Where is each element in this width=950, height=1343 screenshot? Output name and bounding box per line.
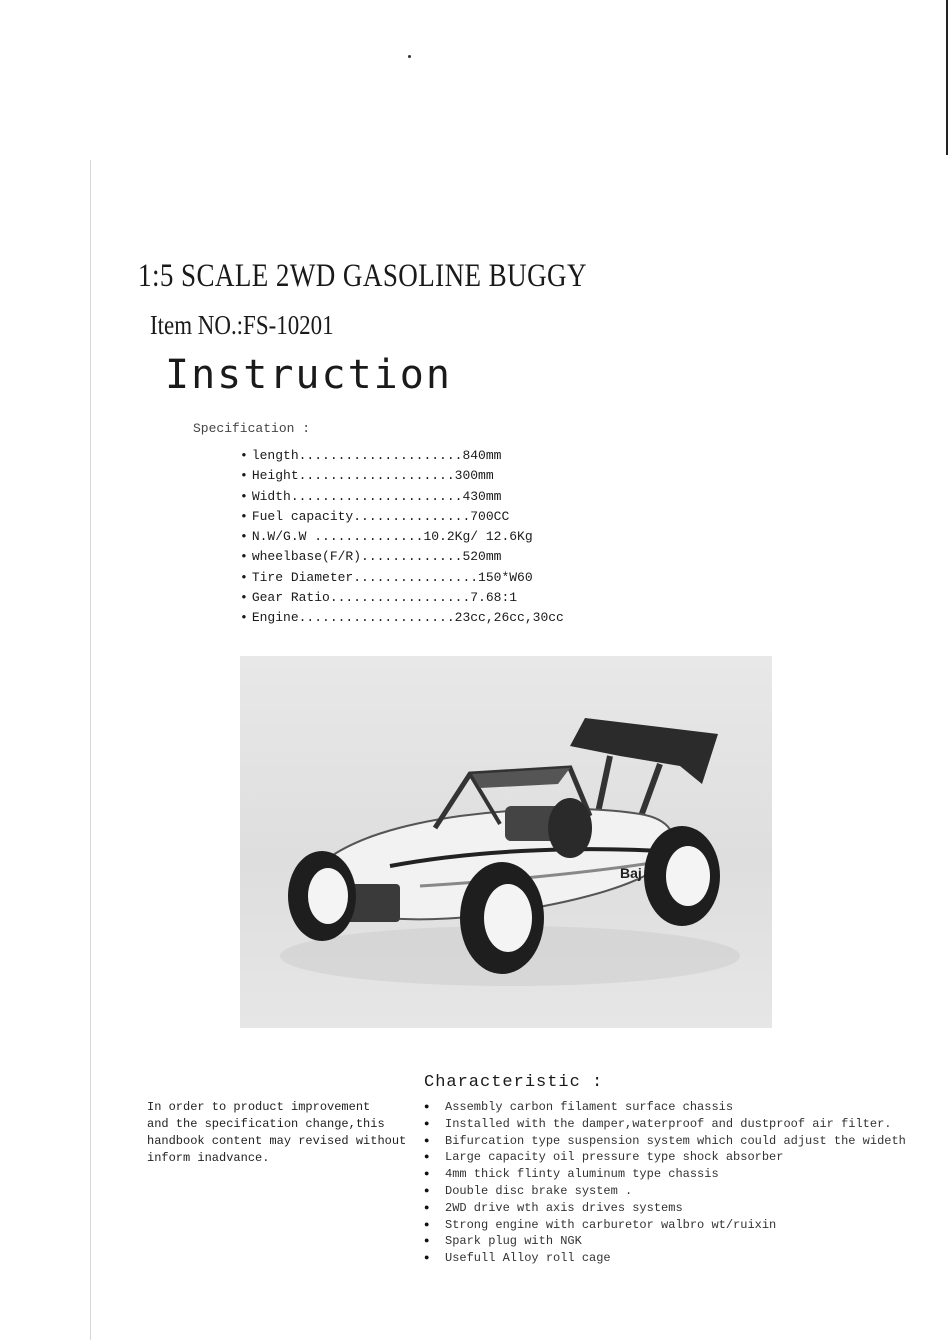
characteristic-list — [424, 1099, 906, 1267]
disclaimer-note: In order to product improvement and the specification change,this handbook content may revised without inform inadvance. — [147, 1100, 407, 1165]
spec-item-gear-ratio: • Gear Ratio..................7.68:1 — [240, 588, 564, 608]
instruction-heading: Instruction — [165, 352, 452, 398]
decal-text: Baj — [620, 865, 642, 881]
spec-item-tire-diameter: • Tire Diameter................150*W60 — [240, 568, 564, 588]
rear-left-wheel — [548, 798, 592, 858]
item-number: Item NO.:FS-10201 — [150, 310, 334, 340]
buggy-photo — [240, 656, 772, 1028]
rear-right-wheel — [644, 826, 720, 926]
characteristic-item: ● Large capacity oil pressure type shock absorber — [424, 1149, 906, 1166]
spec-item-weight: • N.W/G.W ..............10.2Kg/ 12.6Kg — [240, 527, 564, 547]
characteristic-item: ● Assembly carbon filament surface chassis — [424, 1099, 906, 1116]
spec-item-fuel-capacity: • Fuel capacity...............700CC — [240, 507, 564, 527]
characteristic-item: ● Usefull Alloy roll cage — [424, 1250, 906, 1267]
binding-margin-line — [90, 160, 91, 1340]
front-right-wheel — [460, 862, 544, 974]
page-edge-shadow — [946, 0, 948, 155]
front-left-wheel — [288, 851, 356, 941]
spec-item-length: • length.....................840mm — [240, 446, 564, 466]
spec-item-engine: • Engine....................23cc,26cc,30cc — [240, 608, 564, 628]
spec-item-wheelbase: • wheelbase(F/R).............520mm — [240, 547, 564, 567]
characteristic-item: ● 2WD drive wth axis drives systems — [424, 1200, 906, 1217]
characteristic-item: ● Installed with the damper,waterproof and dustproof air filter. — [424, 1116, 906, 1133]
characteristic-item: ● 4mm thick flinty aluminum type chassis — [424, 1166, 906, 1183]
specification-heading: Specification : — [193, 421, 311, 436]
scan-speck — [408, 55, 411, 58]
characteristic-item: ● Double disc brake system . — [424, 1183, 906, 1200]
characteristic-heading: Characteristic : — [424, 1073, 604, 1092]
page-title: 1:5 SCALE 2WD GASOLINE BUGGY — [138, 258, 587, 294]
characteristic-item: ● Strong engine with carburetor walbro wt/ruixin — [424, 1217, 906, 1234]
buggy-illustration — [240, 656, 772, 1028]
characteristic-item: ● Bifurcation type suspension system which could adjust the wideth — [424, 1133, 906, 1150]
spec-item-width: • Width......................430mm — [240, 487, 564, 507]
characteristic-item: ● Spark plug with NGK — [424, 1233, 906, 1250]
specification-list — [240, 446, 564, 629]
spec-item-height: • Height....................300mm — [240, 466, 564, 486]
